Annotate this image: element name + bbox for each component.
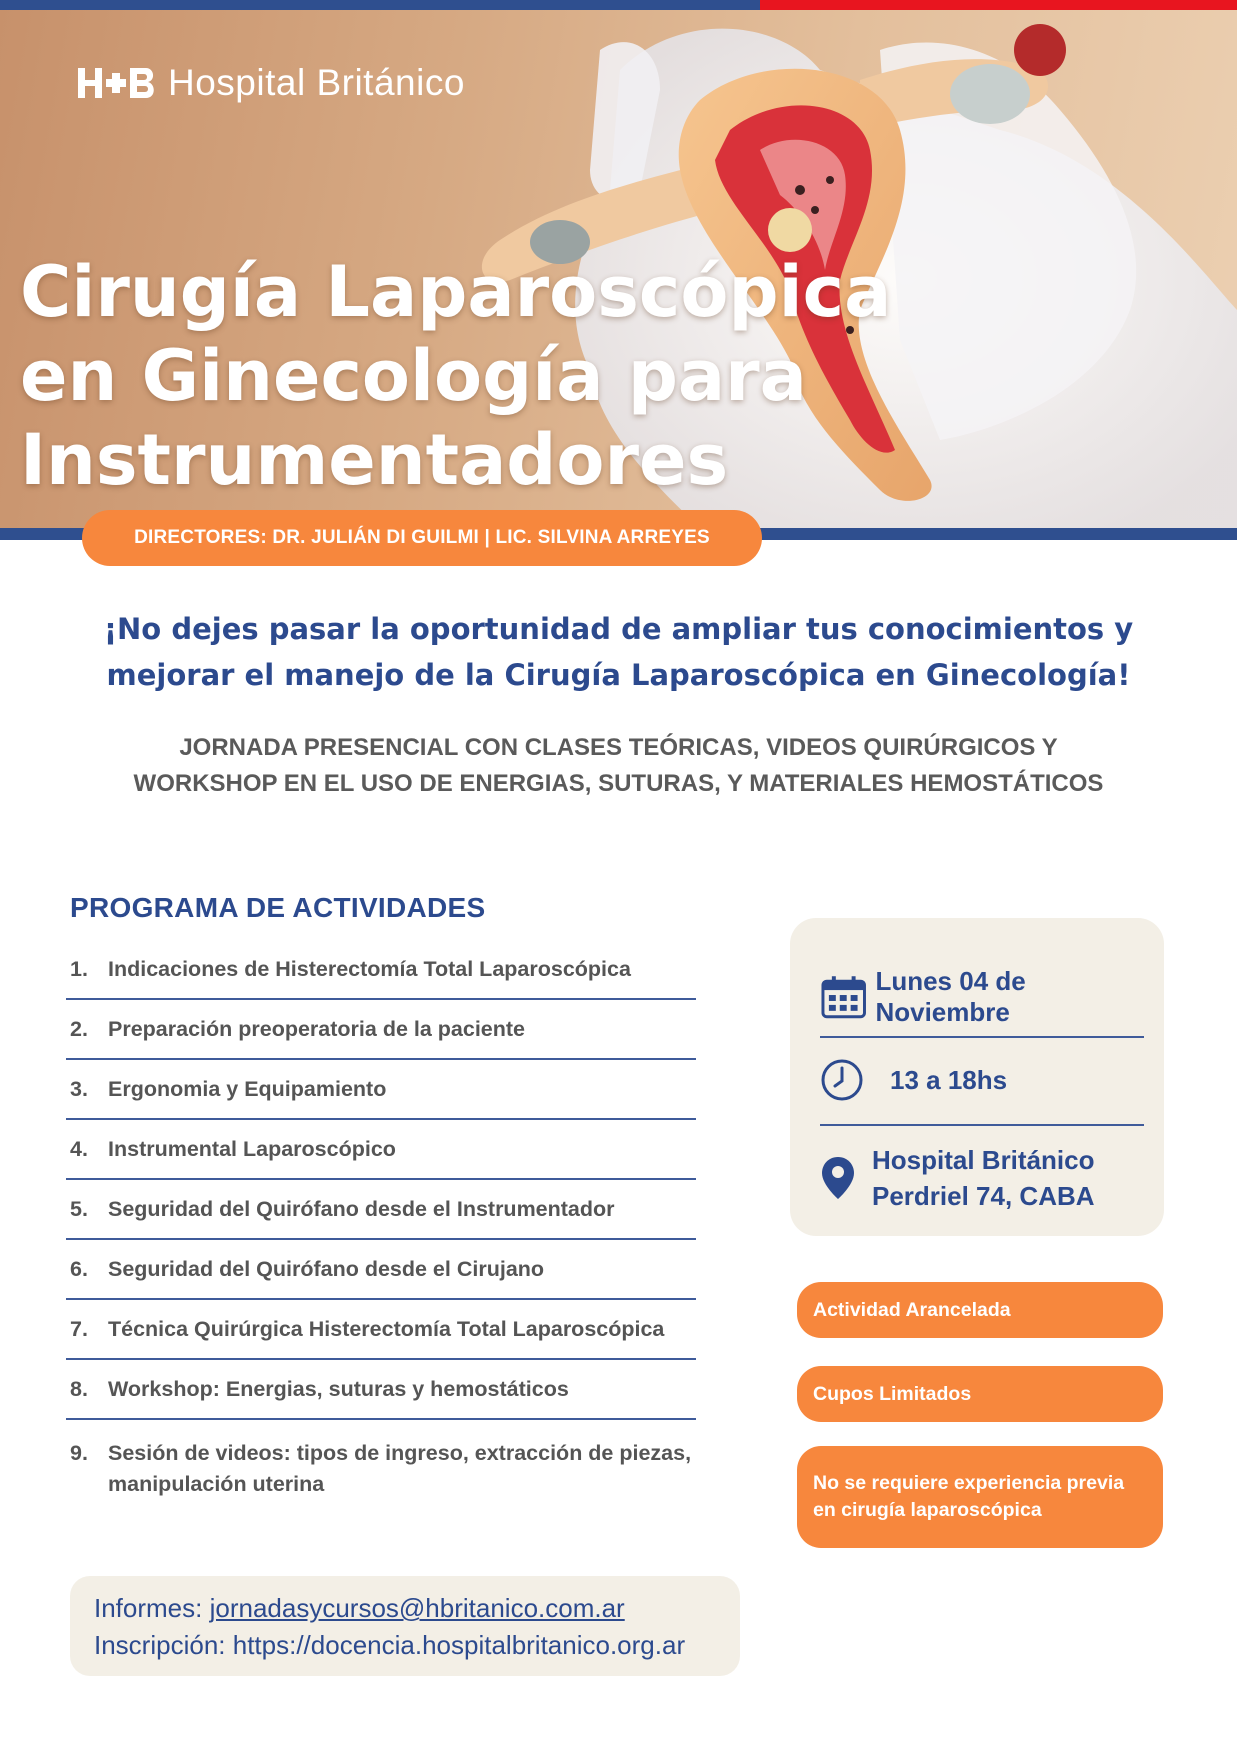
program-list bbox=[66, 940, 696, 1500]
item-text: Instrumental Laparoscópico bbox=[108, 1136, 396, 1161]
event-date: Lunes 04 de Noviembre bbox=[875, 966, 1026, 1027]
list-item bbox=[66, 1060, 696, 1120]
venue-address: Perdriel 74, CABA bbox=[872, 1181, 1095, 1211]
divider bbox=[820, 1124, 1144, 1126]
title-line: Cirugía Laparoscópica bbox=[20, 251, 892, 333]
item-text: Workshop: Energias, suturas y hemostáticos bbox=[108, 1376, 569, 1401]
list-item bbox=[66, 1180, 696, 1240]
fee-badge: Actividad Arancelada bbox=[797, 1282, 1163, 1338]
item-text: Ergonomia y Equipamiento bbox=[108, 1076, 387, 1101]
brand-name: Hospital Británico bbox=[168, 62, 465, 103]
clock-icon bbox=[820, 1058, 864, 1102]
item-number: 6. bbox=[70, 1256, 88, 1281]
calendar-icon bbox=[820, 974, 867, 1020]
contact-box bbox=[70, 1576, 740, 1676]
description-line: WORKSHOP EN EL USO DE ENERGIAS, SUTURAS, Y MATERIALES HEMOSTÁTICOS bbox=[133, 770, 1104, 797]
item-text: Seguridad del Quirófano desde el Instrumentador bbox=[108, 1196, 615, 1221]
description-line: JORNADA PRESENCIAL CON CLASES TEÓRICAS, VIDEOS QUIRÚRGICOS Y bbox=[179, 734, 1058, 761]
item-number: 2. bbox=[70, 1016, 88, 1041]
event-info-card bbox=[790, 918, 1164, 1236]
item-number: 9. bbox=[70, 1441, 88, 1465]
list-item bbox=[66, 1000, 696, 1060]
title-line: Instrumentadores bbox=[20, 419, 729, 501]
directors-banner: DIRECTORES: DR. JULIÁN DI GUILMI | LIC. SILVINA ARREYES bbox=[82, 510, 762, 566]
contact-info-row bbox=[94, 1590, 740, 1627]
item-text: Preparación preoperatoria de la paciente bbox=[108, 1016, 526, 1041]
list-item bbox=[66, 1120, 696, 1180]
page-title bbox=[20, 250, 920, 502]
signup-url[interactable]: https://docencia.hospitalbritanico.org.ar bbox=[232, 1630, 686, 1660]
tagline-line: ¡No dejes pasar la oportunidad de ampliar tus conocimientos y bbox=[103, 612, 1134, 646]
item-text: Seguridad del Quirófano desde el Cirujano bbox=[108, 1256, 545, 1281]
top-bar-red bbox=[760, 0, 1237, 10]
venue-name: Hospital Británico bbox=[872, 1145, 1095, 1175]
divider bbox=[820, 1036, 1144, 1038]
email-link[interactable]: jornadasycursos@hbritanico.com.ar bbox=[209, 1593, 625, 1623]
hospital-logo-icon bbox=[78, 66, 156, 100]
item-text: Técnica Quirúrgica Histerectomía Total Laparoscópica bbox=[108, 1316, 665, 1341]
item-number: 8. bbox=[70, 1376, 88, 1401]
tagline-line: mejorar el manejo de la Cirugía Laparoscópica en Ginecología! bbox=[106, 658, 1131, 692]
signup-label: Inscripción: bbox=[94, 1630, 233, 1660]
item-text: Sesión de videos: tipos de ingreso, extracción de piezas, manipulación uterina bbox=[108, 1441, 692, 1496]
brand bbox=[78, 62, 465, 104]
experience-badge bbox=[797, 1446, 1163, 1548]
contact-signup-row bbox=[94, 1627, 740, 1664]
item-number: 1. bbox=[70, 956, 88, 981]
list-item bbox=[66, 1360, 696, 1420]
info-label: Informes: bbox=[94, 1593, 210, 1623]
title-line: en Ginecología para bbox=[20, 335, 807, 417]
item-number: 3. bbox=[70, 1076, 88, 1101]
program-title: PROGRAMA DE ACTIVIDADES bbox=[70, 892, 486, 923]
list-item bbox=[66, 1300, 696, 1360]
event-description bbox=[60, 730, 1177, 802]
experience-line: No se requiere experiencia previa bbox=[813, 1472, 1125, 1494]
tagline bbox=[60, 606, 1177, 698]
list-item bbox=[66, 940, 696, 1000]
limited-seats-badge: Cupos Limitados bbox=[797, 1366, 1163, 1422]
list-item bbox=[66, 1420, 696, 1500]
location-pin-icon bbox=[820, 1155, 856, 1201]
experience-line: en cirugía laparoscópica bbox=[813, 1499, 1042, 1521]
event-time-row bbox=[820, 1058, 1007, 1102]
item-number: 5. bbox=[70, 1196, 88, 1221]
event-date-row bbox=[820, 966, 1164, 1028]
list-item bbox=[66, 1240, 696, 1300]
top-bar-blue bbox=[0, 0, 760, 10]
event-venue-row bbox=[820, 1142, 1095, 1214]
item-number: 7. bbox=[70, 1316, 88, 1341]
event-time: 13 a 18hs bbox=[890, 1064, 1008, 1095]
item-number: 4. bbox=[70, 1136, 88, 1161]
item-text: Indicaciones de Histerectomía Total Laparoscópica bbox=[108, 956, 631, 981]
